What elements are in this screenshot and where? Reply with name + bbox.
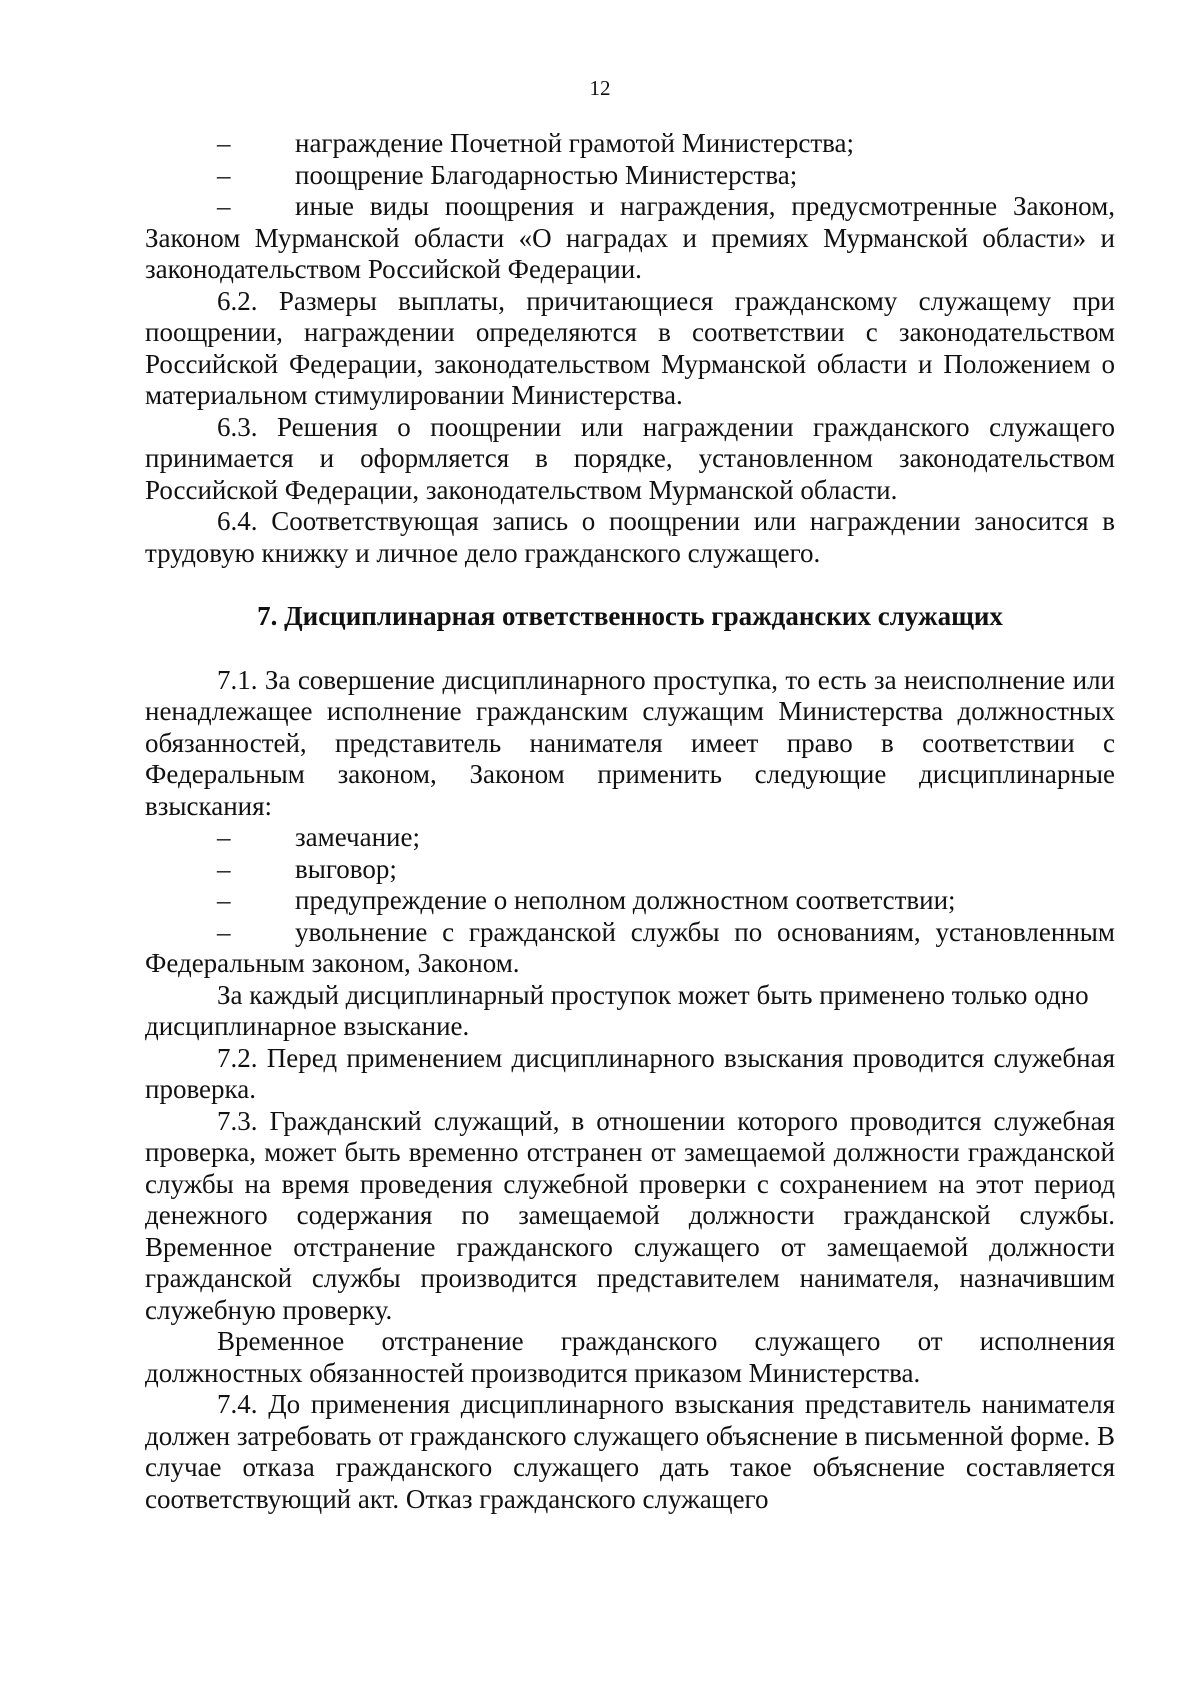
list-item-text: поощрение Благодарностью Министерства; (295, 159, 798, 190)
paragraph-6-4: 6.4. Соответствующая запись о поощрении или награждении заносится в трудовую книжку и личное дело гражданского служащего. (145, 506, 1115, 568)
list-item-text: увольнение с гражданской службы по основаниям, установленным Федеральным законом, Законом. (145, 916, 1115, 978)
list-item (145, 822, 1115, 854)
dash-marker: – (217, 853, 231, 884)
paragraph-7-2: 7.2. Перед применением дисциплинарного взыскания проводится служебная проверка. (145, 1042, 1115, 1104)
section-heading: 7. Дисциплинарная ответственность гражданских служащих (257, 601, 1003, 631)
list-item (145, 917, 1115, 980)
paragraph-6-2: 6.2. Размеры выплаты, причитающиеся гражданскому служащему при поощрении, награждении определяются в соответствии с законодательством Российской Федерации, законодательством Мурманской области и Положением о материальном стимулировании Министерства. (145, 285, 1115, 410)
page-number: 12 (589, 76, 611, 100)
document-body (145, 128, 1115, 1515)
paragraph-7-1-note: За каждый дисциплинарный проступок может быть применено только одно дисциплинарное взыскание. (145, 979, 1089, 1041)
dash-marker: – (217, 885, 231, 915)
paragraph-7-4: 7.4. До применения дисциплинарного взыскания представитель нанимателя должен затребовать от гражданского служащего объяснение в письменной форме. В случае отказа гражданского служащего дать такое объяснение составляется соответствующий акт. Отказ гражданского служащего (145, 1389, 1115, 1514)
list-item-text: замечание; (295, 822, 420, 852)
list-item (145, 191, 1115, 286)
paragraph-6-3: 6.3. Решения о поощрении или награждении гражданского служащего принимается и оформляется в порядке, установленном законодательством Российской Федерации, законодательством Мурманской области. (145, 411, 1115, 505)
list-item-text: иные виды поощрения и награждения, предусмотренные Законом, Законом Мурманской области «О наградах и премиях Мурманской области» и законодательством Российской Федерации. (145, 191, 1115, 284)
dash-marker: – (217, 191, 231, 221)
paragraph-7-3-note: Временное отстранение гражданского служащего от исполнения должностных обязанностей производится приказом Министерства. (145, 1326, 1115, 1388)
dash-marker: – (217, 159, 231, 190)
dash-marker: – (217, 822, 231, 852)
list-item-text: предупреждение о неполном должностном соответствии; (295, 885, 956, 915)
paragraph-7-3: 7.3. Гражданский служащий, в отношении которого проводится служебная проверка, может быть временно отстранен от замещаемой должности гражданской службы на время проведения служебной проверки с сохранением на этот период денежного содержания по замещаемой должности гражданской службы. Временное отстранение гражданского служащего от замещаемой должности гражданской службы производится представителем нанимателя, назначившим служебную проверку. (145, 1105, 1115, 1325)
dash-marker: – (217, 128, 231, 158)
list-item (145, 854, 1115, 886)
paragraph-7-1: 7.1. За совершение дисциплинарного проступка, то есть за неисполнение или ненадлежащее исполнение гражданским служащим Министерства должностных обязанностей, представитель нанимателя имеет право в соответствии с Федеральным законом, Законом применить следующие дисциплинарные взыскания: (145, 664, 1115, 821)
list-item-text: награждение Почетной грамотой Министерства; (295, 128, 855, 158)
list-item (145, 128, 1115, 160)
list-item (145, 160, 1115, 192)
dash-marker: – (217, 916, 231, 947)
list-item (145, 885, 1115, 917)
list-item-text: выговор; (295, 853, 397, 884)
